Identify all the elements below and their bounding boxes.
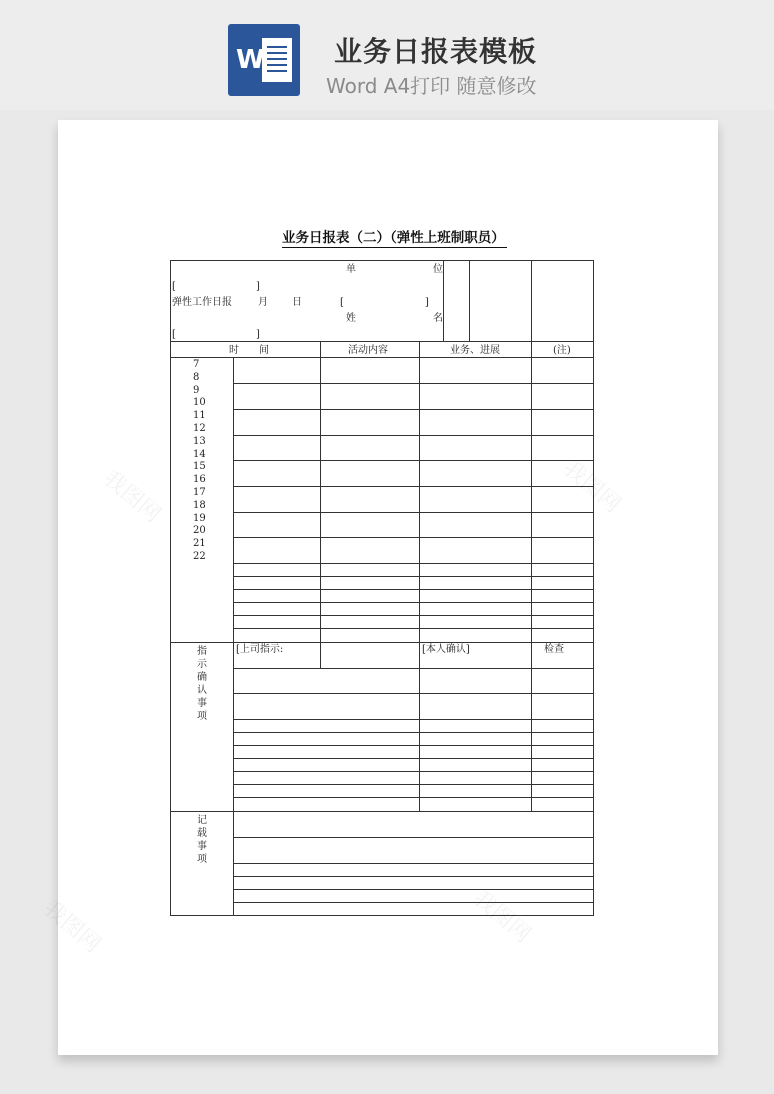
bracket-right: ] bbox=[256, 329, 260, 340]
section-label-char: 认 bbox=[197, 685, 207, 696]
section-label-char: 事 bbox=[197, 841, 207, 852]
unit-label-1: 单 bbox=[346, 264, 356, 275]
section-label-char: 项 bbox=[197, 854, 207, 865]
bracket-right: ] bbox=[425, 297, 429, 308]
hour-label: 13 bbox=[193, 435, 206, 447]
name-label-2: 名 bbox=[433, 313, 443, 324]
watermark: 我图网 bbox=[468, 886, 536, 948]
document-title: 业务日报表（二）（弹性上班制职员） bbox=[282, 226, 507, 248]
unit-label-2: 位 bbox=[433, 264, 443, 275]
word-icon bbox=[228, 24, 300, 96]
hour-label: 7 bbox=[193, 359, 200, 370]
hour-label: 12 bbox=[193, 423, 206, 434]
section-label-char: 记 bbox=[197, 815, 207, 826]
column-header-time: 时 间 bbox=[229, 345, 269, 356]
hour-label: 20 bbox=[193, 525, 206, 537]
document-lines-icon bbox=[262, 38, 292, 82]
section-label-char: 示 bbox=[197, 659, 207, 670]
section-label-char: 载 bbox=[197, 828, 207, 839]
month-label: 月 bbox=[258, 297, 268, 308]
hour-label: 9 bbox=[193, 384, 200, 396]
hour-label: 8 bbox=[193, 371, 200, 383]
hour-label: 22 bbox=[193, 551, 206, 562]
document-page bbox=[58, 120, 718, 1055]
section-label-char: 事 bbox=[197, 698, 207, 709]
watermark: 我图网 bbox=[98, 466, 166, 528]
hour-label: 16 bbox=[193, 474, 206, 486]
section-label-char: 指 bbox=[197, 646, 207, 657]
hour-label: 18 bbox=[193, 499, 206, 511]
hour-label: 14 bbox=[193, 448, 206, 460]
report-label: 弹性工作日报 bbox=[172, 297, 232, 308]
hour-label: 19 bbox=[193, 512, 206, 524]
word-letter: W bbox=[236, 45, 265, 75]
watermark: 我图网 bbox=[558, 456, 626, 518]
hour-label: 15 bbox=[193, 461, 206, 473]
supervisor-instruction-label: [上司指示: bbox=[236, 644, 284, 655]
column-header-note: (注) bbox=[553, 345, 571, 356]
banner-title: 业务日报表模板 bbox=[334, 35, 538, 68]
section-label-char: 确 bbox=[197, 672, 207, 683]
watermark: 我图网 bbox=[38, 896, 106, 958]
column-header-activity: 活动内容 bbox=[348, 345, 388, 356]
column-header-progress: 业务、进展 bbox=[450, 345, 500, 356]
bracket-left: [ bbox=[172, 329, 176, 340]
section-label-char: 项 bbox=[197, 711, 207, 722]
banner-subtitle: Word A4打印 随意修改 bbox=[326, 74, 537, 98]
hour-label: 21 bbox=[193, 538, 206, 550]
check-label: 检查 bbox=[544, 644, 564, 655]
bracket-left: [ bbox=[172, 281, 176, 292]
hour-label: 11 bbox=[193, 410, 206, 422]
name-label-1: 姓 bbox=[346, 313, 356, 324]
hour-label: 10 bbox=[193, 397, 206, 409]
day-label: 日 bbox=[292, 297, 302, 308]
bracket-right: ] bbox=[256, 281, 260, 292]
bracket-left: [ bbox=[340, 297, 344, 308]
banner bbox=[0, 0, 774, 110]
self-confirm-label: [本人确认] bbox=[422, 644, 470, 655]
hour-label: 17 bbox=[193, 487, 206, 498]
